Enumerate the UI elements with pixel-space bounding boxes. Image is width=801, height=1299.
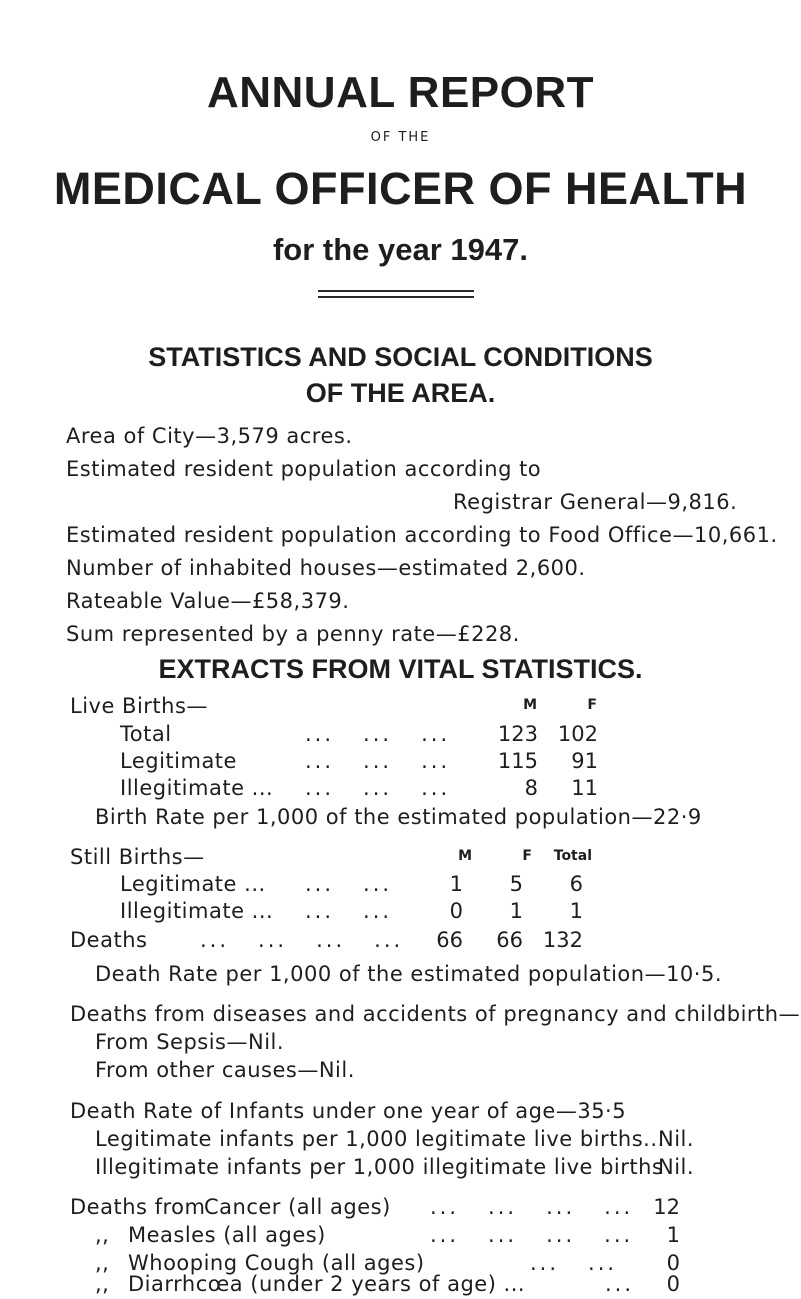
stat-population-food-office: Estimated resident population according to Food Office—10,661. [66,523,778,547]
live-births-illegitimate-m: 8 [524,776,538,800]
deaths-m: 66 [436,928,463,952]
still-births-illegitimate-m: 0 [449,899,463,923]
live-births-label: Live Births— [70,694,208,718]
report-subtitle: MEDICAL OFFICER OF HEALTH [53,163,748,214]
leader-dots: ... [605,1272,635,1296]
still-births-col-total: Total [553,848,592,864]
still-births-col-m: M [458,848,472,864]
stat-population-registrar-value: Registrar General—9,816. [453,490,738,514]
pregnancy-sepsis: From Sepsis—Nil. [95,1030,285,1054]
leader-dots: ... ... ... [305,722,451,746]
stat-rateable-value: Rateable Value—£58,379. [66,589,350,613]
deaths-f: 66 [496,928,523,952]
still-births-illegitimate-total: 1 [569,899,583,923]
causes-lead: Deaths from [70,1195,206,1219]
live-births-illegitimate-f: 11 [571,776,598,800]
live-births-total-f: 102 [557,722,598,746]
cause-whooping-cough-value: 0 [666,1251,680,1275]
deaths-label: Deaths [70,928,148,952]
stats-heading-line1: STATISTICS AND SOCIAL CONDITIONS [148,342,653,372]
leader-dots: ... ... ... [305,749,451,773]
still-births-col-f: F [522,848,532,864]
leader-dots: ... ... [305,872,393,896]
leader-dots: ... ... [305,899,393,923]
death-rate: Death Rate per 1,000 of the estimated population—10·5. [95,962,723,986]
still-births-label: Still Births— [70,845,205,869]
leader-dots: ... ... ... ... [200,928,404,952]
cause-diarrhoea-value: 0 [666,1272,680,1296]
stat-inhabited-houses: Number of inhabited houses—estimated 2,600. [66,556,586,580]
infant-death-rate: Death Rate of Infants under one year of age—35·5 [70,1099,627,1123]
stats-heading-line2: OF THE AREA. [305,378,496,408]
still-births-legitimate-total: 6 [569,872,583,896]
still-births-legitimate-f: 5 [509,872,523,896]
live-births-total-label: Total [120,722,172,746]
leader-dots: ... ... ... ... [430,1195,634,1219]
ditto-mark: ,, [95,1272,110,1296]
vital-heading: EXTRACTS FROM VITAL STATISTICS. [158,654,643,684]
infant-illegitimate-label: Illegitimate infants per 1,000 illegitimate live births [95,1155,664,1179]
leader-dots: ... ... ... [305,776,451,800]
cause-diarrhoea-label: Diarrhcœa (under 2 years of age) ... [128,1272,526,1296]
still-births-illegitimate-label: Illegitimate ... [120,899,274,923]
live-births-col-m: M [523,697,537,713]
stat-population-registrar-lead: Estimated resident population according to [66,457,542,481]
leader-dots: ... ... ... ... [430,1223,634,1247]
leader-dots: ... ... [530,1251,618,1275]
infant-legitimate-value: Nil. [658,1127,695,1151]
cause-cancer-value: 12 [653,1195,680,1219]
of-the-label: OF THE [370,130,431,145]
live-births-legitimate-m: 115 [497,749,538,773]
report-title: ANNUAL REPORT [206,68,595,117]
infant-illegitimate-value: Nil. [658,1155,695,1179]
cause-measles-value: 1 [666,1223,680,1247]
cause-cancer-label: Cancer (all ages) [204,1195,391,1219]
ditto-mark: ,, [95,1251,110,1275]
stat-area: Area of City—3,579 acres. [66,424,353,448]
pregnancy-other-causes: From other causes—Nil. [95,1058,355,1082]
deaths-total: 132 [542,928,583,952]
report-year: for the year 1947. [272,232,529,267]
infant-legitimate-label: Legitimate infants per 1,000 legitimate live births... [95,1127,665,1151]
live-births-col-f: F [587,697,597,713]
still-births-illegitimate-f: 1 [509,899,523,923]
pregnancy-deaths-line: Deaths from diseases and accidents of pregnancy and childbirth— [70,1002,801,1026]
still-births-legitimate-m: 1 [449,872,463,896]
live-births-illegitimate-label: Illegitimate ... [120,776,274,800]
live-births-total-m: 123 [497,722,538,746]
birth-rate: Birth Rate per 1,000 of the estimated population—22·9 [95,805,702,829]
cause-whooping-cough-label: Whooping Cough (all ages) [128,1251,425,1275]
live-births-legitimate-label: Legitimate [120,749,237,773]
cause-measles-label: Measles (all ages) [128,1223,326,1247]
divider-rule-bottom [318,296,474,298]
divider-rule-top [318,290,474,292]
live-births-legitimate-f: 91 [571,749,598,773]
still-births-legitimate-label: Legitimate ... [120,872,266,896]
ditto-mark: ,, [95,1223,110,1247]
stat-penny-rate: Sum represented by a penny rate—£228. [66,622,520,646]
